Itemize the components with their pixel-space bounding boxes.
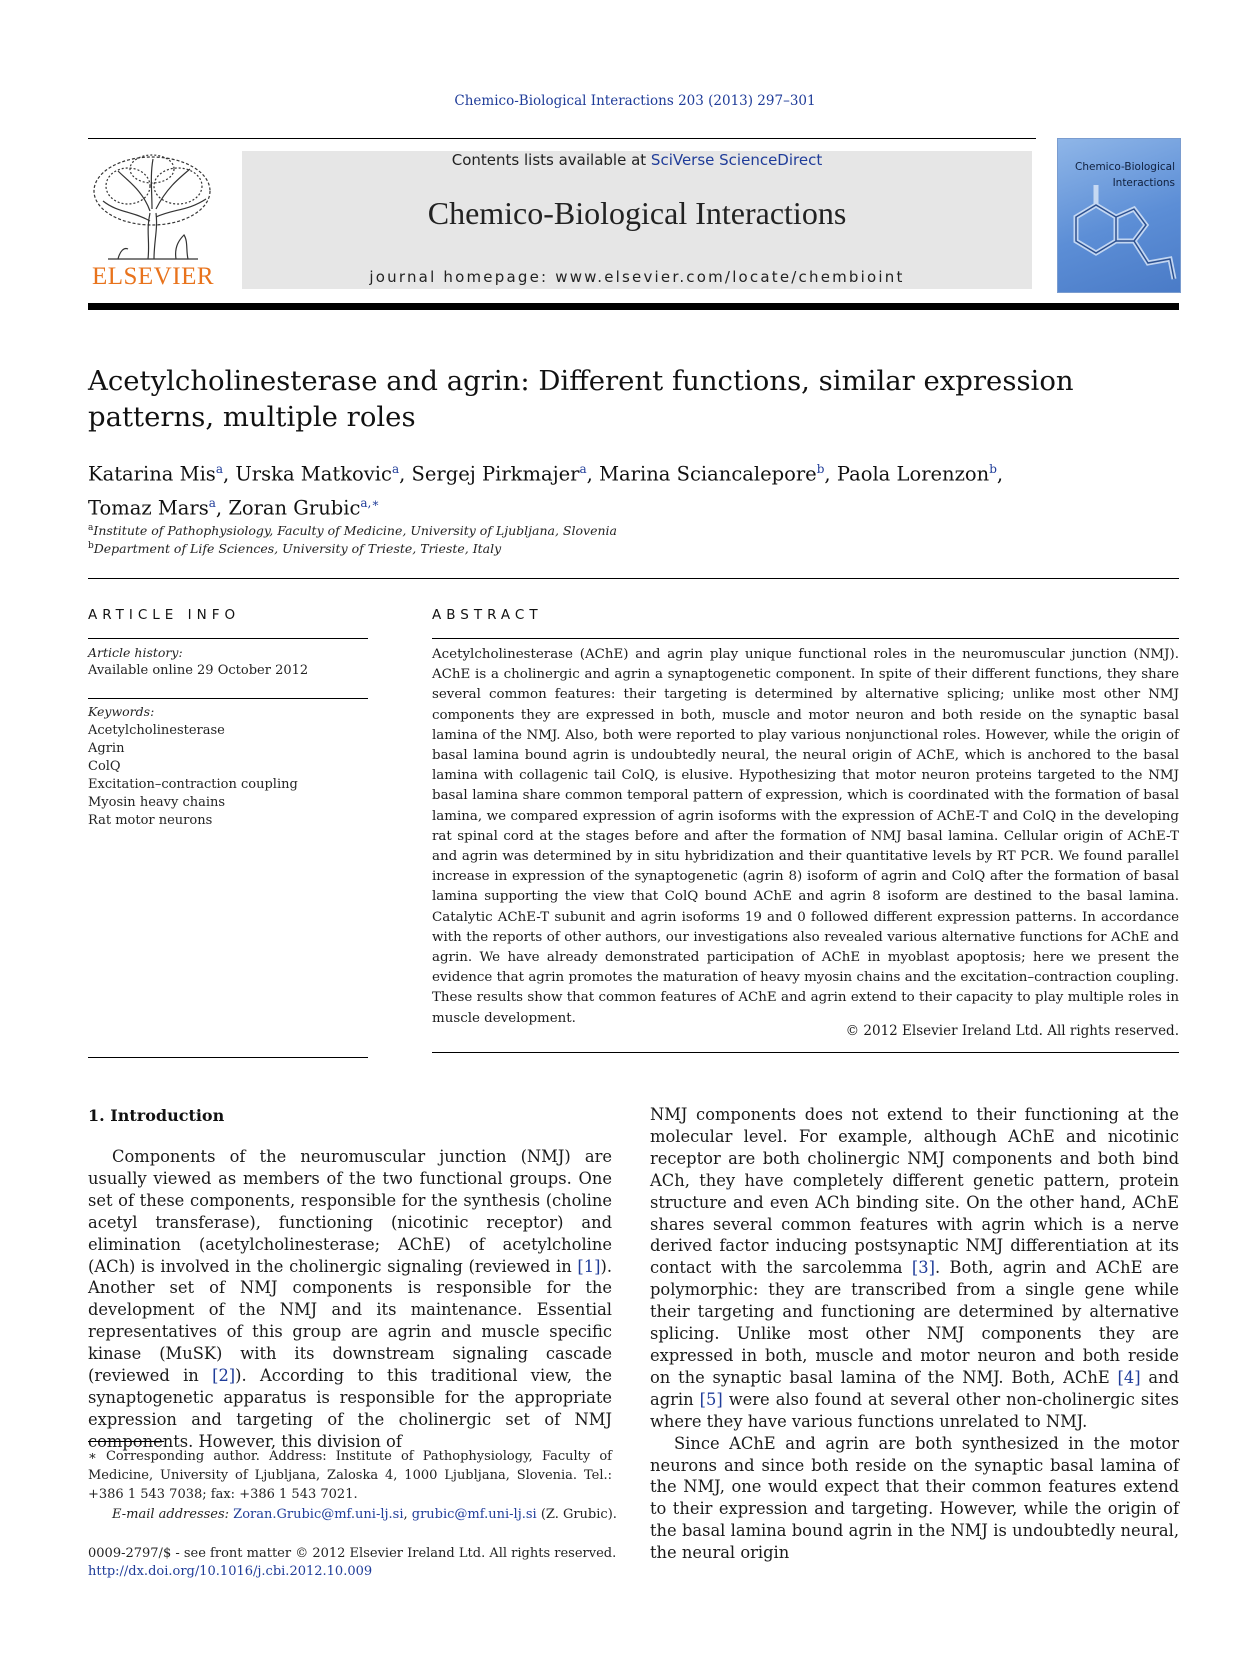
author-separator: , (215, 496, 229, 519)
abstract-text: Acetylcholinesterase (AChE) and agrin play unique functional roles in the neuromuscular junction (NMJ). AChE is a cholinergic and agrin a synaptogenetic component. In spite of their different functions, they share several common features: their targeting is determined by alternative splicing; unlike most other NMJ components they are expressed in both, muscle and motor neuron and both reside on the synaptic basal lamina of the NMJ. Also, both were reported to play various nonjunctional roles. However, while the origin of basal lamina bound agrin is undoubtedly neural, the neural origin of AChE, which is anchored to the basal lamina with collagenic tail ColQ, is elusive. Hypothesizing that motor neuron proteins targeted to the NMJ basal lamina share common temporal pattern of expression, which is coordinated with the formation of basal lamina, we compared expression of agrin isoforms with the expression of AChE-T and ColQ in the developing rat spinal cord at the stages before and after the formation of NMJ basal lamina. Cellular origin of AChE-T and agrin was determined by in situ hybridization and their quantitative levels by RT PCR. We found parallel increase in expression of the synaptogenetic (agrin 8) isoform of agrin and ColQ after the formation of basal lamina supporting the view that ColQ bound AChE and agrin 8 isoform are destined to the basal lamina. Catalytic AChE-T subunit and agrin isoforms 19 and 0 followed different expression patterns. In accordance with the reports of other authors, our investigations also revealed various alternative functions for AChE and agrin. We have already demonstrated participation of AChE in myoblast apoptosis; here we present the evidence that agrin promotes the maturation of heavy myosin chains and the excitation–contraction coupling. These results show that common features of AChE and agrin extend to their capacity to play multiple roles in muscle development. (432, 647, 1179, 1026)
elsevier-logo-text: ELSEVIER (91, 263, 215, 290)
homepage-prefix: journal homepage: (369, 268, 556, 286)
author-separator: , (222, 462, 236, 486)
reference-link-2[interactable]: [2] (212, 1366, 236, 1386)
affiliation-text: Institute of Pathophysiology, Faculty of Medicine, University of Ljubljana, Slovenia (93, 523, 617, 539)
issn-line: 0009-2797/$ - see front matter © 2012 Elsevier Ireland Ltd. All rights reserved. (88, 1546, 617, 1561)
journal-homepage-line (242, 268, 1032, 286)
body-text: ). Another set of NMJ components is responsible for the development of the NMJ and its maintenance. Essential representatives of this group are agrin and muscle specific kinase (MuSK) with its downstream signaling cascade (reviewed in (88, 1256, 612, 1386)
homepage-link[interactable]: www.elsevier.com/locate/chembioint (555, 268, 905, 286)
cover-title (1063, 159, 1175, 191)
history-label: Article history: (88, 645, 183, 660)
author-name: Paola Lorenzon (836, 462, 990, 486)
cover-title-line2: Interactions (1112, 177, 1175, 189)
header-top-rule (88, 138, 1036, 139)
author-name: Zoran Grubic (228, 496, 361, 519)
elsevier-tree-logo-icon (88, 151, 218, 261)
affiliation-a (88, 523, 617, 538)
author-name: Marina Sciancalepore (599, 462, 817, 486)
affiliation-sup: a (88, 523, 94, 533)
keyword-item: Excitation–contraction coupling (88, 777, 298, 792)
header-thick-rule (88, 303, 1179, 310)
email-label: E-mail addresses: (112, 1507, 234, 1522)
body-text: Components of the neuromuscular junction (NMJ) are usually viewed as members of the two functional groups. One set of these components, responsible for the synthesis (choline acetyl transferase), functioning (nicotinic receptor) and elimination (acetylcholinesterase; AChE) of acetylcholine (ACh) is involved in the cholinergic signaling (reviewed in (88, 1147, 612, 1276)
body-text: ). According to this traditional view, the synaptogenetic apparatus is responsible for the appropriate expression and targeting of the cholinergic set of NMJ components. However, this division of (88, 1366, 612, 1451)
body-text: NMJ components does not extend to their functioning at the molecular level. For example, although AChE and nicotinic receptor are both cholinergic NMJ components and both bind ACh, they have completely different genetic pattern, protein structure and even ACh binding site. On the other hand, AChE shares several common features with agrin which is a nerve derived factor inducing postsynaptic NMJ differentiation at its contact with the sarcolemma (650, 1105, 1179, 1278)
abstract-heading: ABSTRACT (432, 607, 543, 623)
intro-heading: 1. Introduction (88, 1106, 225, 1125)
author-affil-sup[interactable]: a,∗ (360, 495, 380, 510)
corresponding-author-footnote: ∗ Corresponding author. Address: Institute of Pathophysiology, Faculty of Medicine, University of Ljubljana, Zaloska 4, 1000 Ljubljana, Slovenia. Tel.: +386 1 543 7038; fax: +386 1 543 7021. (88, 1449, 612, 1502)
author-separator: , (824, 462, 837, 486)
doi-link[interactable]: http://dx.doi.org/10.1016/j.cbi.2012.10.009 (88, 1564, 373, 1579)
keyword-item: Myosin heavy chains (88, 795, 226, 810)
journal-citation[interactable]: Chemico-Biological Interactions 203 (2013) 297–301 (454, 93, 816, 109)
keywords-rule (88, 698, 368, 699)
author-affil-sup[interactable]: a (391, 462, 400, 476)
abstract-copyright: © 2012 Elsevier Ireland Ltd. All rights reserved. (845, 1023, 1179, 1039)
journal-cover-thumbnail[interactable] (1057, 138, 1181, 293)
reference-link-5[interactable]: [5] (699, 1389, 723, 1409)
intro-left-column (88, 1146, 612, 1453)
author-name: Katarina Mis (88, 462, 216, 486)
journal-title: Chemico-Biological Interactions (427, 195, 847, 231)
footnote-rule (88, 1441, 164, 1442)
body-text: . Both, agrin and AChE are polymorphic: they are transcribed from a single gene while their targeting and functioning are determined by alternative splicing. Unlike most other NMJ components they are expressed in both, muscle and motor neuron and both reside on the synaptic basal lamina of the NMJ. Both, AChE (650, 1258, 1180, 1387)
reference-link-3[interactable]: [3] (911, 1258, 935, 1278)
reference-link-1[interactable]: [1] (577, 1256, 601, 1276)
keyword-item: Acetylcholinesterase (88, 723, 225, 738)
author-name: Tomaz Mars (88, 496, 209, 519)
affiliation-sup: b (88, 541, 94, 551)
elsevier-logo[interactable] (88, 151, 218, 291)
reference-link-4[interactable]: [4] (1117, 1367, 1141, 1387)
author-affil-sup[interactable]: b (816, 462, 825, 476)
email-link-1[interactable]: Zoran.Grubic@mf.uni-lj.si (233, 1507, 404, 1522)
body-text: and agrin (650, 1367, 1180, 1409)
body-paragraph (650, 1104, 1179, 1433)
journal-banner (242, 151, 1032, 289)
article-info-rule (88, 638, 368, 639)
cover-title-line1: Chemico-Biological (1075, 161, 1175, 173)
abstract-bottom-rule (432, 1052, 1179, 1053)
author-affil-sup[interactable]: a (208, 495, 216, 510)
article-info-bottom-rule (88, 1057, 368, 1058)
author-separator: , (586, 462, 600, 486)
author-separator: , (399, 462, 412, 486)
email-addresses (112, 1507, 617, 1522)
keywords-label: Keywords: (88, 704, 155, 719)
contents-line (242, 151, 1032, 169)
email-suffix: (Z. Grubic). (536, 1507, 617, 1522)
article-title: Acetylcholinesterase and agrin: Different functions, similar expression patterns, multiple roles (88, 365, 1074, 433)
contents-prefix: Contents lists available at (451, 151, 651, 169)
author-affil-sup[interactable]: a (215, 462, 223, 476)
intro-right-column (650, 1104, 1179, 1564)
keyword-item: ColQ (88, 759, 121, 774)
body-text: were also found at several other non-cholinergic sites where they have various functions unrelated to NMJ. (650, 1389, 1179, 1431)
email-link-2[interactable]: grubic@mf.uni-lj.si (411, 1507, 537, 1522)
author-name: Sergej Pirkmajer (411, 462, 580, 486)
keyword-list (88, 722, 298, 830)
sciencedirect-link[interactable]: SciVerse ScienceDirect (650, 151, 823, 169)
email-separator: , (403, 1507, 412, 1522)
affiliation-text: Department of Life Sciences, University of Trieste, Trieste, Italy (93, 541, 502, 557)
author-separator: , (996, 462, 1004, 486)
author-list (88, 455, 1168, 522)
author-affil-sup[interactable]: a (579, 462, 587, 476)
section-rule (88, 578, 1179, 579)
keyword-item: Rat motor neurons (88, 813, 213, 828)
history-value: Available online 29 October 2012 (88, 663, 309, 678)
keyword-item: Agrin (88, 741, 125, 756)
author-name: Urska Matkovic (235, 462, 392, 486)
article-info-heading: ARTICLE INFO (88, 607, 241, 623)
body-paragraph: Since AChE and agrin are both synthesized in the motor neurons and since both reside on the synaptic basal lamina of the NMJ, one would expect that their common features extend to their expression and targeting. However, while the origin of the basal lamina bound agrin in the NMJ is undoubtedly neural, the neural origin (650, 1433, 1179, 1563)
affiliation-b (88, 541, 501, 556)
abstract-top-rule (432, 638, 1179, 639)
author-affil-sup[interactable]: b (989, 462, 997, 476)
